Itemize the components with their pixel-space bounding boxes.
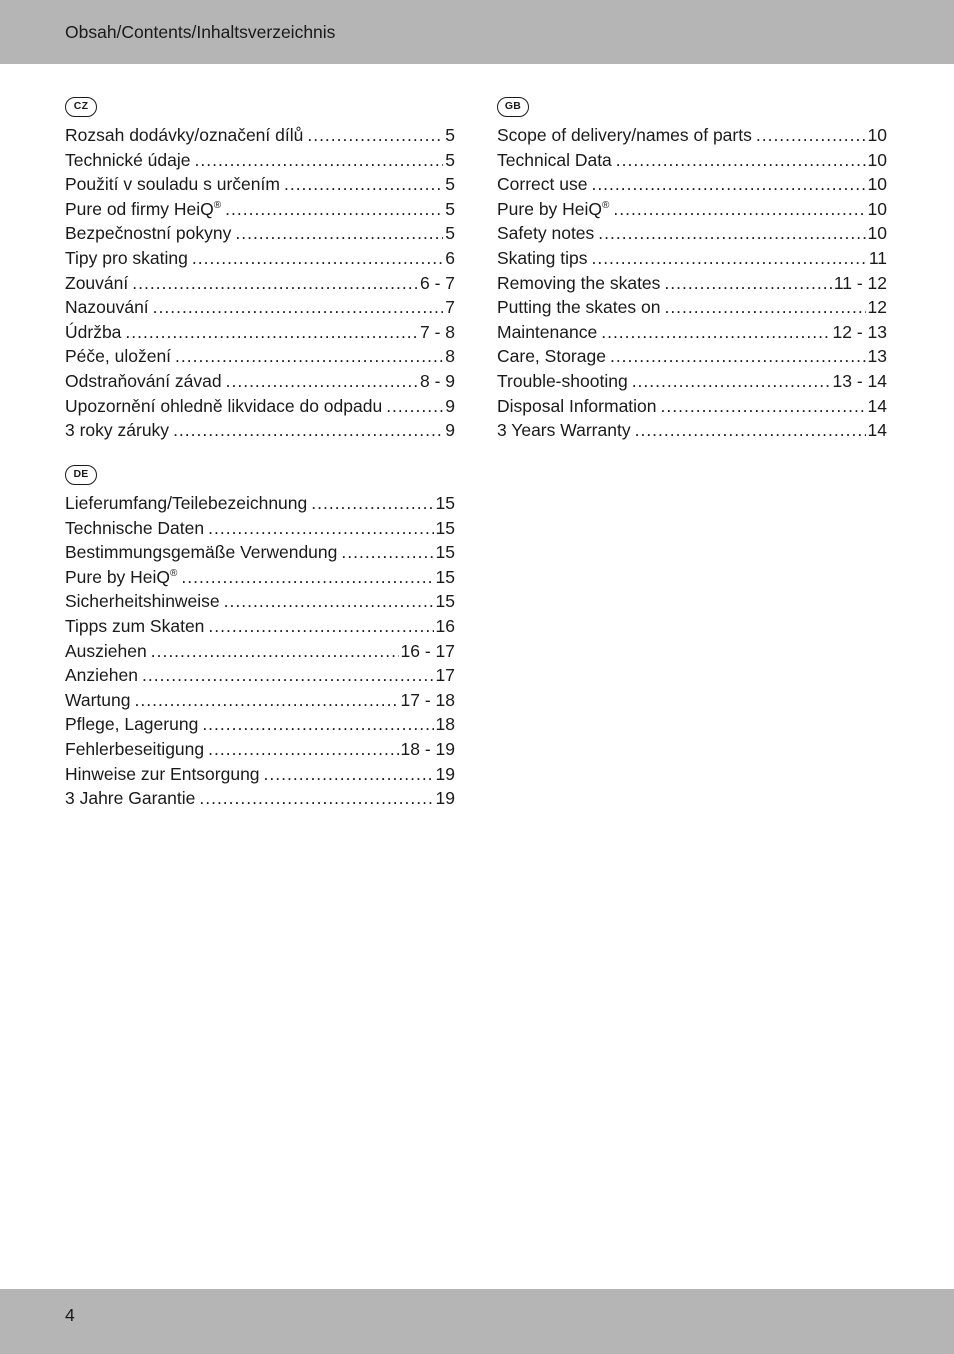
toc-entry-label: [65, 688, 131, 713]
toc-entry: [65, 639, 455, 664]
toc-entry-page: 18: [435, 714, 455, 735]
dot-leader: [225, 197, 443, 222]
dot-leader: [125, 320, 418, 345]
footer-bar: [0, 1289, 954, 1354]
toc-entry-label: [65, 639, 147, 664]
toc-entry-label: [65, 246, 188, 271]
toc-entry-page: 16 - 17: [400, 640, 455, 661]
toc-entry-label: [65, 491, 307, 516]
dot-leader: [226, 369, 418, 394]
toc-entry-label: [497, 418, 631, 443]
toc-entry-label: [497, 271, 660, 296]
toc-entry: [65, 516, 455, 541]
toc-section-gb: [497, 96, 887, 443]
toc-entry: [65, 614, 455, 639]
toc-entry: [65, 663, 455, 688]
toc-entry-label: [497, 172, 587, 197]
dot-leader: [235, 221, 443, 246]
page-number: 4: [65, 1305, 75, 1325]
toc-entry-label-text: Fehlerbeseitigung: [65, 738, 205, 759]
toc-entry-label-text: 3 roky záruky: [65, 420, 170, 441]
toc-entry-label: [497, 148, 612, 173]
toc-entry-label: [65, 148, 191, 173]
toc-entry-label-text: Bestimmungsgemäße Verwendung: [65, 542, 338, 563]
toc-entry-label-text: Lieferumfang/Teilebezeichnung: [65, 493, 308, 513]
toc-entry-label-text: Péče, uložení: [65, 346, 172, 367]
toc-entry-label: [497, 320, 597, 345]
toc-entry-page: 19: [435, 763, 455, 784]
toc-entry-label-text: Putting the skates on: [497, 297, 661, 318]
toc-entry-label: [65, 197, 221, 222]
toc-entry-label-text: Odstraňování závad: [65, 370, 222, 391]
toc-entry-label-text: Rozsah dodávky/označení dílů: [65, 125, 304, 145]
toc-entry-label: [65, 123, 303, 148]
dot-leader: [598, 221, 865, 246]
dot-leader: [307, 123, 443, 148]
toc-entry-page: 14: [867, 395, 887, 416]
toc-entry-label-text: Bezpečnostní pokyny: [65, 223, 232, 244]
dot-leader: [635, 418, 866, 443]
toc-entry-page: 12 - 13: [832, 321, 887, 342]
toc-entry-label: [65, 663, 138, 688]
toc-entry-page: 5: [445, 125, 455, 145]
dot-leader: [284, 172, 443, 197]
toc-entry-page: 7 - 8: [419, 321, 455, 342]
toc-entry-page: 7: [445, 297, 455, 318]
toc-entry-page: 17: [435, 665, 455, 686]
toc-entry-label-text: Anziehen: [65, 665, 138, 686]
toc-entry: [497, 369, 887, 394]
toc-entry-label-text: Care, Storage: [497, 346, 606, 367]
toc-entry: [65, 246, 455, 271]
toc-entry-label: [65, 221, 231, 246]
toc-entry-page: 15: [435, 493, 455, 513]
toc-entry-label-text: Pure by HeiQ: [497, 198, 603, 219]
toc-entry-label-text: Sicherheitshinweise: [65, 591, 220, 612]
dot-leader: [192, 246, 443, 271]
toc-entry-page: 8 - 9: [419, 370, 455, 391]
dot-leader: [613, 197, 865, 222]
toc-entry-label: [65, 762, 260, 787]
toc-entry-label-text: Tipy pro skating: [65, 247, 188, 268]
toc-entry-label: [65, 369, 222, 394]
toc-entry: [497, 123, 887, 148]
toc-entry-label: [497, 123, 752, 148]
toc-entry-page: 16: [435, 615, 455, 636]
toc-entry: [65, 369, 455, 394]
toc-entry-label-text: Scope of delivery/names of parts: [497, 125, 752, 145]
dot-leader: [208, 614, 433, 639]
toc-entry-page: 14: [867, 420, 887, 441]
dot-leader: [264, 762, 434, 787]
toc-entry-page: 11: [868, 247, 887, 268]
toc-entry-label: [497, 221, 594, 246]
dot-leader: [664, 295, 865, 320]
toc-entry: [65, 221, 455, 246]
toc-entry-page: 12: [867, 297, 887, 318]
registered-mark: ®: [170, 567, 178, 579]
toc-entry-label-text: Wartung: [65, 689, 131, 710]
dot-leader: [132, 271, 418, 296]
toc-entry-page: 17 - 18: [400, 689, 455, 710]
toc-entry-page: 13: [867, 346, 887, 367]
toc-entry-label: [497, 369, 628, 394]
toc-entry: [497, 221, 887, 246]
toc-entry-page: 10: [867, 174, 887, 195]
toc-entry-label-text: Pure od firmy HeiQ: [65, 198, 214, 219]
toc-entry: [65, 320, 455, 345]
toc-entry-label: [497, 344, 606, 369]
toc-entry-label-text: Removing the skates: [497, 272, 661, 293]
dot-leader: [601, 320, 830, 345]
toc-entry-label: [497, 197, 609, 222]
toc-entry: [65, 565, 455, 590]
toc-entry-page: 13 - 14: [832, 370, 887, 391]
toc-entry: [497, 418, 887, 443]
toc-entry-page: 5: [445, 174, 455, 195]
toc-entry-page: 10: [867, 223, 887, 244]
toc-entry-label: [65, 516, 204, 541]
dot-leader: [199, 786, 433, 811]
dot-leader: [208, 516, 433, 541]
toc-entry-label-text: Technical Data: [497, 149, 612, 170]
toc-list-gb: [497, 123, 887, 443]
toc-entry-page: 8: [445, 346, 455, 367]
toc-entry-label: [65, 712, 198, 737]
toc-entry: [65, 786, 455, 811]
toc-entry-label: [497, 295, 660, 320]
toc-entry-label: [65, 737, 204, 762]
toc-entry: [65, 762, 455, 787]
toc-entry: [65, 712, 455, 737]
header-bar: [0, 0, 954, 64]
toc-entry-label-text: Technické údaje: [65, 149, 191, 170]
dot-leader: [591, 246, 866, 271]
toc-entry-page: 10: [867, 149, 887, 170]
toc-entry: [65, 589, 455, 614]
toc-entry-page: 10: [867, 125, 887, 145]
toc-entry-label: [497, 394, 657, 419]
toc-entry-page: 9: [445, 420, 455, 441]
dot-leader: [386, 394, 443, 419]
dot-leader: [632, 369, 831, 394]
dot-leader: [142, 663, 434, 688]
toc-entry-label: [65, 614, 204, 639]
toc-entry-label-text: Correct use: [497, 174, 588, 195]
dot-leader: [181, 565, 433, 590]
toc-entry-label-text: Pure by HeiQ: [65, 566, 171, 587]
toc-entry-label-text: Tipps zum Skaten: [65, 615, 205, 636]
toc-entry-label: [65, 394, 382, 419]
toc-entry: [65, 688, 455, 713]
toc-entry: [497, 394, 887, 419]
toc-section-de: [65, 464, 455, 811]
toc-entry-label-text: Technische Daten: [65, 517, 205, 538]
dot-leader: [661, 394, 866, 419]
dot-leader: [610, 344, 866, 369]
toc-entry-page: 6 - 7: [419, 272, 455, 293]
dot-leader: [173, 418, 443, 443]
toc-entry-page: 11 - 12: [833, 272, 887, 293]
toc-entry-page: 19: [435, 788, 455, 809]
registered-mark: ®: [602, 199, 610, 211]
toc-entry-label-text: Disposal Information: [497, 395, 657, 416]
dot-leader: [311, 491, 433, 516]
dot-leader: [208, 737, 398, 762]
dot-leader: [151, 639, 399, 664]
dot-leader: [175, 344, 443, 369]
country-badge-de: DE: [65, 465, 97, 485]
dot-leader: [591, 172, 865, 197]
toc-entry-label-text: Zouvání: [65, 272, 129, 293]
toc-entry: [65, 737, 455, 762]
toc-entry-label-text: Hinweise zur Entsorgung: [65, 763, 260, 784]
toc-entry-label-text: Safety notes: [497, 223, 595, 244]
dot-leader: [664, 271, 831, 296]
toc-entry: [65, 172, 455, 197]
toc-entry-label: [65, 295, 149, 320]
toc-entry-label: [65, 589, 220, 614]
toc-entry-page: 5: [445, 149, 455, 170]
toc-entry: [497, 148, 887, 173]
toc-entry-label-text: Pflege, Lagerung: [65, 714, 199, 735]
toc-entry-label-text: Nazouvání: [65, 297, 149, 318]
toc-entry-page: 15: [435, 517, 455, 538]
toc-entry-label: [65, 786, 195, 811]
toc-entry: [497, 172, 887, 197]
toc-entry-label: [65, 320, 121, 345]
toc-entry: [65, 394, 455, 419]
toc-entry-label: [65, 271, 128, 296]
toc-entry: [497, 246, 887, 271]
toc-entry: [65, 148, 455, 173]
toc-entry-page: 18 - 19: [400, 738, 455, 759]
toc-entry: [497, 344, 887, 369]
toc-entry-label-text: Maintenance: [497, 321, 598, 342]
toc-entry-label-text: Ausziehen: [65, 640, 147, 661]
toc-entry-label: [65, 418, 169, 443]
country-badge-gb: GB: [497, 97, 529, 117]
dot-leader: [153, 295, 444, 320]
dot-leader: [224, 589, 434, 614]
dot-leader: [341, 540, 433, 565]
toc-entry-label-text: Upozornění ohledně likvidace do odpadu: [65, 395, 383, 416]
toc-entry-page: 6: [445, 247, 455, 268]
toc-list-cz: [65, 123, 455, 443]
toc-entry-label: [497, 246, 587, 271]
toc-list-de: [65, 491, 455, 811]
country-badge-cz: CZ: [65, 97, 97, 117]
toc-entry-page: 15: [435, 542, 455, 563]
toc-entry: [497, 271, 887, 296]
toc-section-cz: [65, 96, 455, 443]
dot-leader: [135, 688, 399, 713]
toc-entry: [497, 320, 887, 345]
toc-entry-label-text: Použití v souladu s určením: [65, 174, 280, 195]
dot-leader: [202, 712, 433, 737]
toc-entry-label-text: 3 Jahre Garantie: [65, 788, 196, 809]
toc-entry: [65, 197, 455, 222]
toc-entry: [65, 123, 455, 148]
toc-entry-label: [65, 565, 177, 590]
toc-entry-label-text: Údržba: [65, 321, 122, 342]
toc-entry-page: 10: [867, 198, 887, 219]
toc-entry: [65, 418, 455, 443]
toc-entry-page: 5: [445, 198, 455, 219]
toc-entry: [65, 344, 455, 369]
toc-entry: [497, 295, 887, 320]
toc-entry-page: 9: [445, 395, 455, 416]
dot-leader: [756, 123, 866, 148]
toc-entry-label-text: Trouble-shooting: [497, 370, 628, 391]
toc-entry: [65, 271, 455, 296]
toc-entry-page: 5: [445, 223, 455, 244]
toc-entry: [65, 295, 455, 320]
registered-mark: ®: [213, 199, 222, 211]
toc-entry-page: 15: [435, 591, 455, 612]
toc-entry-page: 15: [435, 566, 455, 587]
toc-entry: [65, 491, 455, 516]
toc-entry-label: [65, 344, 171, 369]
toc-entry-label: [65, 172, 280, 197]
toc-entry-label: [65, 540, 337, 565]
toc-entry-label-text: Skating tips: [497, 247, 588, 268]
toc-entry: [497, 197, 887, 222]
page-title: Obsah/Contents/Inhaltsverzeichnis: [65, 22, 336, 42]
dot-leader: [616, 148, 866, 173]
toc-entry-label-text: 3 Years Warranty: [497, 420, 631, 441]
dot-leader: [195, 148, 444, 173]
toc-entry: [65, 540, 455, 565]
